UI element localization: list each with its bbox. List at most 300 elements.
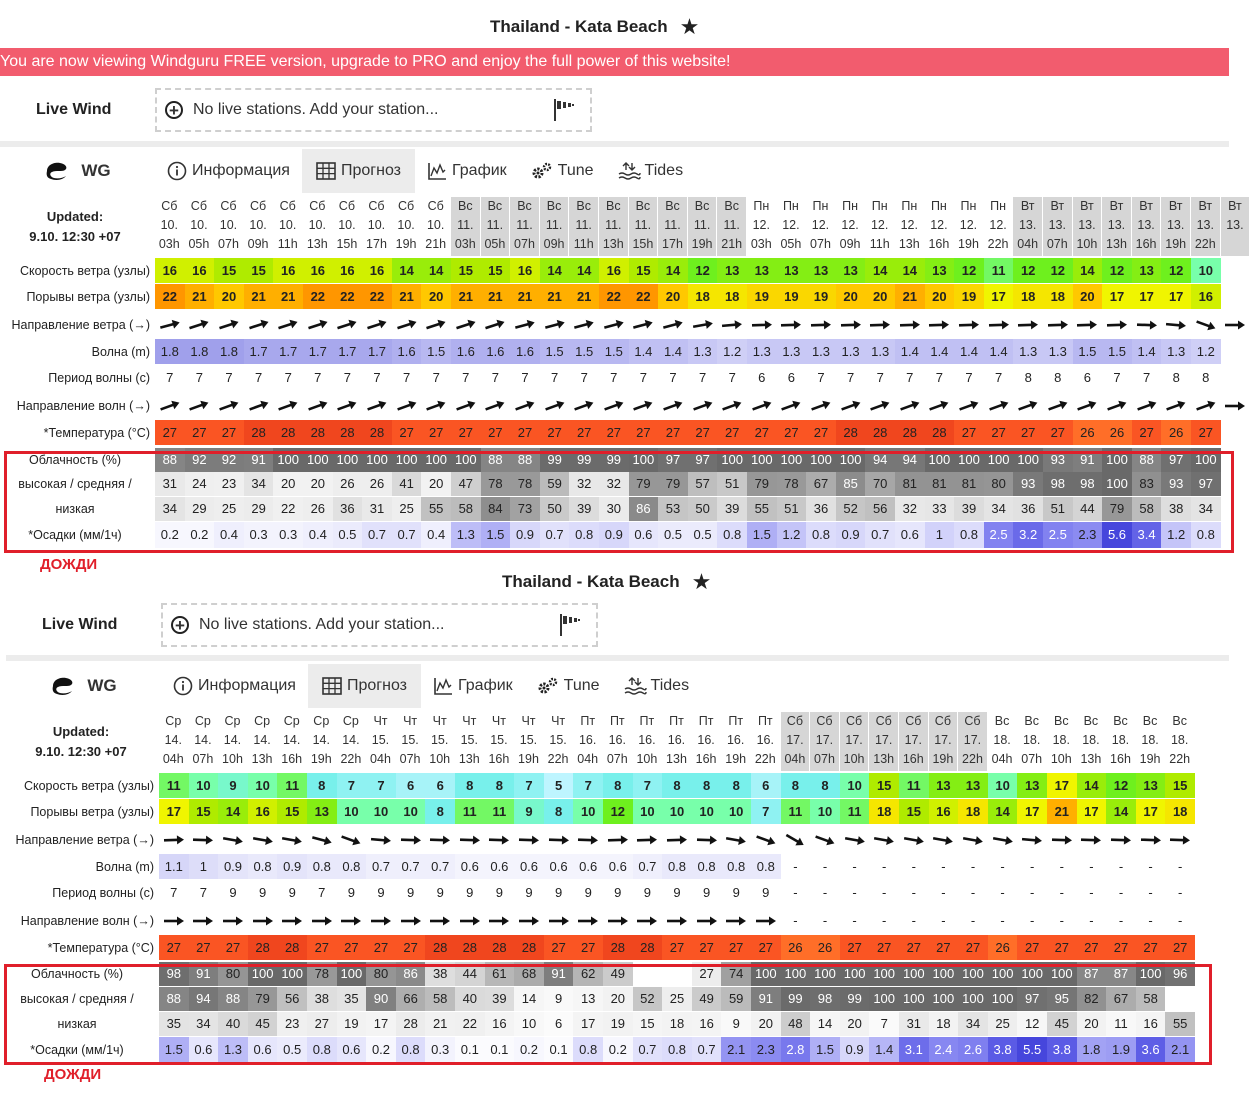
time-column-header: Пт 16. 16h xyxy=(695,714,717,766)
wave-direction-arrow-icon xyxy=(454,399,478,413)
wave-period-cell: - xyxy=(882,885,887,900)
time-column-header: Чт 15. 07h xyxy=(399,714,421,766)
cloud-low-cell: 9 xyxy=(721,1012,751,1036)
wind-direction-arrow-icon xyxy=(517,833,541,847)
cloud-high-mid-cell: 56 xyxy=(277,987,307,1011)
wave-direction-cell xyxy=(392,393,422,418)
wave-period-cell: 9 xyxy=(525,885,533,900)
precipitation-cell: 0.7 xyxy=(392,522,422,548)
cloud-high-mid-cell: 66 xyxy=(396,987,426,1011)
wave-period-cell: 6 xyxy=(1083,370,1091,385)
wave-height-cell: - xyxy=(941,859,946,874)
wind-direction-arrow-icon xyxy=(750,318,774,332)
row-label-cloud-high-mid: высокая / средняя / xyxy=(20,992,134,1006)
temperature-cell: 27 xyxy=(658,420,688,445)
wind-gusts-cell: 10 xyxy=(662,799,692,824)
wave-period-cell: - xyxy=(852,885,857,900)
wind-speed-cell: 13 xyxy=(1132,258,1162,283)
wind-direction-arrow-icon xyxy=(724,833,748,847)
wind-direction-cell xyxy=(810,827,840,852)
cloud-low-cell: 36 xyxy=(806,497,836,521)
cloud-cover-cell: 100 xyxy=(248,962,278,986)
wind-direction-arrow-icon xyxy=(1105,318,1129,332)
wind-gusts-cell: 13 xyxy=(307,799,337,824)
wind-direction-arrow-icon xyxy=(428,833,452,847)
tab-tides[interactable] xyxy=(606,149,696,193)
cloud-low-cell: 36 xyxy=(1013,497,1043,521)
wave-period-cell: - xyxy=(1059,885,1064,900)
wave-direction-arrow-icon xyxy=(369,914,393,928)
wind-direction-arrow-icon xyxy=(635,833,659,847)
time-column-header: Вс 11. 07h xyxy=(510,197,539,256)
row-label-temperature: *Температура (°C) xyxy=(47,940,154,955)
time-column-header: Сб 10. 03h xyxy=(158,199,180,251)
wind-direction-arrow-icon xyxy=(1020,833,1044,847)
time-column-header: Сб 17. 19h xyxy=(929,712,958,771)
precipitation-cell: 1.2 xyxy=(1161,522,1191,548)
cloud-cover-cell: 88 xyxy=(510,448,540,472)
wave-height-cell: 0.7 xyxy=(366,854,396,879)
cloud-low-cell: 25 xyxy=(392,497,422,521)
tab-graph[interactable] xyxy=(415,149,519,193)
wave-direction-cell: - xyxy=(1000,913,1005,928)
cloud-high-mid-cell: 13 xyxy=(573,987,603,1011)
wind-direction-arrow-icon xyxy=(754,833,778,847)
cloud-cover-cell: 100 xyxy=(629,448,659,472)
wind-speed-cell: 15 xyxy=(481,258,511,283)
temperature-cell: 27 xyxy=(451,420,481,445)
cloud-cover-cell: 100 xyxy=(751,962,781,986)
wave-direction-cell: - xyxy=(1030,913,1035,928)
wave-direction-arrow-icon xyxy=(547,914,571,928)
wave-direction-cell xyxy=(895,393,925,418)
wind-direction-arrow-icon xyxy=(602,318,626,332)
wave-direction-arrow-icon xyxy=(1075,399,1099,413)
wind-direction-arrow-icon xyxy=(695,833,719,847)
wind-gusts-cell: 22 xyxy=(362,284,392,309)
precipitation-cell: 0.8 xyxy=(573,1037,603,1063)
wind-direction-cell xyxy=(929,827,959,852)
wind-direction-cell xyxy=(1073,312,1103,337)
cloud-high-mid-cell: 67 xyxy=(806,472,836,496)
cloud-high-mid-cell: 20 xyxy=(273,472,303,496)
time-column-header: Сб 10. 17h xyxy=(366,199,387,251)
wave-height-cell: 1.2 xyxy=(1191,339,1221,364)
precipitation-cell: 0.4 xyxy=(303,522,333,548)
wind-speed-cell: 15 xyxy=(629,258,659,283)
precipitation-cell: 3.8 xyxy=(1047,1037,1077,1063)
wave-period-cell: 8 xyxy=(1054,370,1062,385)
wg-logo[interactable] xyxy=(6,664,161,708)
wind-gusts-cell: 16 xyxy=(248,799,278,824)
wind-direction-arrow-icon xyxy=(335,318,359,332)
wave-direction-cell xyxy=(984,393,1014,418)
wave-direction-cell: - xyxy=(852,913,857,928)
wind-direction-arrow-icon xyxy=(691,318,715,332)
wind-gusts-cell: 20 xyxy=(865,284,895,309)
cloud-low-cell: 20 xyxy=(751,1012,781,1036)
temperature-cell: 27 xyxy=(185,420,215,445)
cloud-cover-cell: 68 xyxy=(514,962,544,986)
wave-height-cell: - xyxy=(882,859,887,874)
cloud-high-mid-cell: 83 xyxy=(1132,472,1162,496)
cloud-high-mid-cell: 81 xyxy=(925,472,955,496)
cloud-cover-cell: 88 xyxy=(155,448,185,472)
temperature-cell: 27 xyxy=(599,420,629,445)
wind-direction-arrow-icon xyxy=(1079,833,1103,847)
wave-direction-arrow-icon xyxy=(158,399,182,413)
wave-height-cell: 0.9 xyxy=(277,854,307,879)
wave-period-cell: 7 xyxy=(170,885,178,900)
wave-direction-arrow-icon xyxy=(221,914,245,928)
cloud-cover-cell: 100 xyxy=(277,962,307,986)
tab-tune[interactable] xyxy=(519,149,606,193)
temperature-cell: 26 xyxy=(781,935,811,960)
wind-speed-cell: 8 xyxy=(307,773,337,798)
row-label-cloud-cover: Облачность (%) xyxy=(28,453,122,467)
cloud-low-cell: 12 xyxy=(1017,1012,1047,1036)
wave-height-cell: 1.4 xyxy=(984,339,1014,364)
precipitation-cell: 5.5 xyxy=(1017,1037,1047,1063)
row-label-cloud-high-mid: высокая / средняя / xyxy=(18,477,132,491)
wind-gusts-cell: 16 xyxy=(929,799,959,824)
tab-forecast[interactable] xyxy=(302,149,415,193)
wave-height-cell: 1.5 xyxy=(540,339,570,364)
cloud-high-mid-cell: 59 xyxy=(540,472,570,496)
precipitation-cell: 1.5 xyxy=(159,1037,189,1063)
wind-direction-arrow-icon xyxy=(931,833,955,847)
wave-direction-cell: - xyxy=(1089,913,1094,928)
cloud-low-cell: 34 xyxy=(1191,497,1221,521)
updated-timestamp: Updated: 9.10. 12:30 +07 xyxy=(35,724,127,759)
wave-period-cell: 7 xyxy=(225,370,233,385)
cloud-high-mid-cell: 59 xyxy=(721,987,751,1011)
cloud-cover-cell: 100 xyxy=(806,448,836,472)
cloud-low-cell: 11 xyxy=(1106,1012,1136,1036)
time-column-header: Сб 10. 09h xyxy=(247,199,269,251)
wind-direction-cell xyxy=(1017,827,1047,852)
time-column-header: Ср 14. 07h xyxy=(192,714,214,766)
wave-direction-cell xyxy=(366,908,396,933)
wind-gusts-cell: 21 xyxy=(569,284,599,309)
temperature-cell: 27 xyxy=(1043,420,1073,445)
row-label-wave-height: Волна (m) xyxy=(95,859,154,874)
wave-period-cell: - xyxy=(793,885,798,900)
precipitation-cell: 0.7 xyxy=(865,522,895,548)
temperature-cell: 27 xyxy=(569,420,599,445)
wind-direction-arrow-icon xyxy=(839,318,863,332)
cloud-cover-cell: 88 xyxy=(1132,448,1162,472)
wind-speed-cell: 12 xyxy=(1102,258,1132,283)
wave-period-cell: 7 xyxy=(639,370,647,385)
wave-direction-arrow-icon xyxy=(251,914,275,928)
temperature-cell: 26 xyxy=(988,935,1018,960)
tab-forecast[interactable] xyxy=(308,664,421,708)
cloud-cover-cell: 44 xyxy=(455,962,485,986)
wave-period-cell: - xyxy=(1089,885,1094,900)
wave-direction-cell xyxy=(688,393,718,418)
cloud-low-cell: 51 xyxy=(777,497,807,521)
time-column-header: Пн 12. 09h xyxy=(839,199,861,251)
wave-period-cell: 7 xyxy=(254,370,263,385)
wind-direction-cell xyxy=(485,827,515,852)
wave-period-cell: 7 xyxy=(580,370,588,385)
wind-speed-cell: 15 xyxy=(869,773,899,798)
wave-direction-cell xyxy=(214,393,244,418)
wave-direction-cell xyxy=(1132,393,1162,418)
pro-upgrade-banner[interactable]: You are now viewing Windguru FREE version, upgrade to PRO and enjoy the full power of this website! xyxy=(0,48,1229,76)
wave-period-cell: 6 xyxy=(758,370,766,385)
temperature-cell: 28 xyxy=(248,935,278,960)
cloud-high-mid-cell: 78 xyxy=(510,472,540,496)
wave-period-cell: 7 xyxy=(432,370,440,385)
wind-speed-cell: 16 xyxy=(362,258,392,283)
live-wind-station-box[interactable] xyxy=(155,88,592,132)
wave-period-cell: 9 xyxy=(258,885,267,900)
time-column-header: Вс 18. 07h xyxy=(1021,714,1043,766)
time-column-header: Чт 15. 16h xyxy=(488,714,510,766)
wind-direction-arrow-icon xyxy=(572,318,596,332)
cloud-high-mid-cell: 26 xyxy=(333,472,363,496)
wind-direction-cell xyxy=(925,312,955,337)
row-label-temperature: *Температура (°C) xyxy=(43,425,150,440)
add-circle-icon: + xyxy=(171,616,189,634)
wind-direction-arrow-icon xyxy=(247,318,271,332)
temperature-cell: 27 xyxy=(717,420,747,445)
tab-graph-label: График xyxy=(452,162,507,179)
cloud-high-mid-cell: 79 xyxy=(747,472,777,496)
live-wind-label: Live Wind xyxy=(36,101,112,118)
cloud-low-cell: 44 xyxy=(1073,497,1103,521)
rain-highlight-box xyxy=(4,964,1212,1065)
cloud-high-mid-cell: 35 xyxy=(337,987,367,1011)
wind-gusts-cell: 17 xyxy=(1132,284,1162,309)
time-column-header: Сб 17. 16h xyxy=(899,712,928,771)
wind-speed-cell: 12 xyxy=(1106,773,1136,798)
wave-direction-arrow-icon xyxy=(750,399,774,413)
wave-direction-arrow-icon xyxy=(310,914,334,928)
wave-height-cell xyxy=(1221,339,1250,364)
wave-direction-cell xyxy=(658,393,688,418)
cloud-high-mid-cell: 79 xyxy=(629,472,659,496)
precipitation-cell: 0.3 xyxy=(273,522,303,548)
wind-gusts-cell: 21 xyxy=(1047,799,1077,824)
row-label-wind-direction: Направление ветра (→) xyxy=(11,317,150,332)
wind-direction-arrow-icon xyxy=(458,833,482,847)
wind-direction-arrow-icon xyxy=(365,318,389,332)
time-column-header: Вс 18. 10h xyxy=(1050,714,1072,766)
cloud-high-mid-cell: 57 xyxy=(688,472,718,496)
precipitation-cell: 2.5 xyxy=(984,522,1014,548)
tab-tune[interactable] xyxy=(525,664,612,708)
temperature-cell: 27 xyxy=(189,935,219,960)
cloud-low-cell: 58 xyxy=(451,497,481,521)
wind-gusts-cell: 22 xyxy=(155,284,185,309)
wind-direction-cell xyxy=(692,827,722,852)
wind-direction-arrow-icon xyxy=(513,318,537,332)
wind-gusts-cell: 11 xyxy=(781,799,811,824)
wind-speed-cell: 13 xyxy=(836,258,866,283)
cloud-cover-cell: 99 xyxy=(540,448,570,472)
cloud-cover-cell: 97 xyxy=(658,448,688,472)
cloud-cover-cell: 100 xyxy=(717,448,747,472)
precipitation-cell: 0.6 xyxy=(337,1037,367,1063)
temperature-cell: 26 xyxy=(1102,420,1132,445)
wind-direction-cell xyxy=(836,312,866,337)
precipitation-cell: 2.4 xyxy=(929,1037,959,1063)
wind-direction-arrow-icon xyxy=(187,318,211,332)
wave-period-cell: 9 xyxy=(495,885,503,900)
wind-gusts-cell: 18 xyxy=(869,799,899,824)
cloud-cover-cell: 62 xyxy=(573,962,603,986)
temperature-cell: 27 xyxy=(1017,935,1047,960)
time-column-header: Пт 16. 07h xyxy=(606,714,628,766)
cloud-low-cell: 34 xyxy=(189,1012,219,1036)
wave-height-cell: 0.8 xyxy=(248,854,278,879)
cloud-low-cell: 19 xyxy=(337,1012,367,1036)
time-column-header: Сб 10. 19h xyxy=(395,199,417,251)
wave-period-cell: 9 xyxy=(584,885,592,900)
tab-tides[interactable] xyxy=(612,664,702,708)
wave-direction-cell xyxy=(333,393,363,418)
wind-gusts-cell: 21 xyxy=(273,284,303,309)
wg-logo[interactable] xyxy=(0,149,155,193)
wind-direction-arrow-icon xyxy=(809,318,833,332)
cloud-low-cell: 21 xyxy=(425,1012,455,1036)
wave-height-cell: 1.6 xyxy=(392,339,422,364)
tab-graph[interactable] xyxy=(421,664,525,708)
cloud-low-cell: 32 xyxy=(895,497,925,521)
wave-direction-arrow-icon xyxy=(957,399,981,413)
wind-gusts-cell: 12 xyxy=(603,799,633,824)
wind-speed-cell: 6 xyxy=(425,773,455,798)
tab-tides-label: Tides xyxy=(644,162,684,179)
cloud-cover-cell: 91 xyxy=(544,962,574,986)
temperature-cell: 27 xyxy=(1047,935,1077,960)
wave-direction-cell xyxy=(544,908,574,933)
cloud-low-cell: 40 xyxy=(218,1012,248,1036)
wave-direction-arrow-icon xyxy=(635,914,659,928)
temperature-cell: 27 xyxy=(307,935,337,960)
graph-icon xyxy=(427,162,452,180)
precipitation-cell: 2.5 xyxy=(1043,522,1073,548)
time-column-header: Ср 14. 10h xyxy=(222,714,243,766)
precipitation-cell: 2.1 xyxy=(1165,1037,1195,1063)
wind-direction-arrow-icon xyxy=(547,833,571,847)
wind-direction-cell xyxy=(244,312,274,337)
time-column-header: Сб 17. 07h xyxy=(810,712,839,771)
time-column-header: Вс 18. 16h xyxy=(1110,714,1131,766)
temperature-cell: 27 xyxy=(869,935,899,960)
wave-direction-cell: - xyxy=(1178,913,1183,928)
wave-direction-cell xyxy=(573,908,603,933)
cloud-cover-cell: 100 xyxy=(1017,962,1047,986)
wind-direction-arrow-icon xyxy=(991,833,1015,847)
precipitation-cell: 2.6 xyxy=(958,1037,988,1063)
wind-direction-cell xyxy=(189,827,219,852)
precipitation-cell: 2.8 xyxy=(781,1037,811,1063)
wind-direction-cell xyxy=(159,827,189,852)
updated-timestamp: Updated: 9.10. 12:30 +07 xyxy=(29,209,121,244)
wind-direction-arrow-icon xyxy=(1050,833,1074,847)
precipitation-cell: 0.8 xyxy=(396,1037,426,1063)
cloud-cover-cell: 27 xyxy=(692,962,722,986)
cloud-low-cell: 18 xyxy=(929,1012,959,1036)
precipitation-cell: 1.3 xyxy=(218,1037,248,1063)
wave-direction-cell xyxy=(273,393,303,418)
wave-period-cell: 7 xyxy=(965,370,973,385)
wave-height-cell: 1 xyxy=(189,854,219,879)
cloud-low-cell: 31 xyxy=(899,1012,929,1036)
wave-direction-cell xyxy=(692,908,722,933)
cloud-cover-cell: 100 xyxy=(451,448,481,472)
wave-height-cell: 0.8 xyxy=(337,854,367,879)
cloud-low-cell: 56 xyxy=(865,497,895,521)
cloud-cover-cell: 96 xyxy=(1165,962,1195,986)
wind-direction-cell xyxy=(481,312,511,337)
temperature-cell: 28 xyxy=(425,935,455,960)
wind-gusts-cell: 18 xyxy=(717,284,747,309)
temperature-cell: 27 xyxy=(840,935,870,960)
favorite-star-icon[interactable]: ★ xyxy=(679,14,700,39)
wind-direction-arrow-icon xyxy=(310,833,334,847)
wind-direction-arrow-icon xyxy=(395,318,419,332)
row-label-wind-speed: Скорость ветра (узлы) xyxy=(23,778,154,793)
cloud-high-mid-cell: 81 xyxy=(954,472,984,496)
tab-information[interactable] xyxy=(155,149,302,193)
wave-direction-arrow-icon xyxy=(720,399,744,413)
favorite-star-icon[interactable]: ★ xyxy=(691,569,712,594)
wind-direction-arrow-icon xyxy=(221,833,245,847)
cloud-high-mid-cell: 99 xyxy=(840,987,870,1011)
cloud-cover-cell: 100 xyxy=(836,448,866,472)
spot-title: Thailand - Kata Beach ★ xyxy=(490,14,700,39)
wave-period-cell: - xyxy=(822,885,828,900)
row-label-wave-direction: Направление волн (→) xyxy=(16,398,150,413)
wave-direction-cell xyxy=(155,393,185,418)
wave-period-cell: 7 xyxy=(817,370,825,385)
wave-height-cell: 1.4 xyxy=(1132,339,1162,364)
wave-direction-arrow-icon xyxy=(458,914,482,928)
temperature-cell: 27 xyxy=(692,935,722,960)
live-wind-station-box[interactable] xyxy=(161,603,598,647)
temperature-cell: 28 xyxy=(244,420,274,445)
wave-height-cell: 1.4 xyxy=(629,339,659,364)
graph-icon xyxy=(433,677,458,695)
wind-direction-cell xyxy=(717,312,747,337)
precipitation-cell: 0.8 xyxy=(717,522,747,548)
tab-information[interactable] xyxy=(161,664,308,708)
wave-direction-cell xyxy=(806,393,836,418)
wind-speed-cell: 8 xyxy=(662,773,692,798)
time-column-header: Ср 14. 22h xyxy=(340,714,362,766)
cloud-high-mid-cell: 32 xyxy=(569,472,599,496)
wave-height-cell: - xyxy=(1148,859,1153,874)
wg-swirl-icon xyxy=(44,161,70,181)
wave-direction-cell xyxy=(1043,393,1073,418)
wave-period-cell: 9 xyxy=(466,885,474,900)
wave-direction-cell xyxy=(244,393,274,418)
cloud-low-cell: 16 xyxy=(485,1012,515,1036)
wave-period-cell: - xyxy=(1118,885,1124,900)
cloud-low-cell: 29 xyxy=(185,497,215,521)
row-label-cloud-low: низкая xyxy=(55,502,95,516)
wind-speed-cell: 13 xyxy=(1136,773,1166,798)
wave-direction-arrow-icon xyxy=(606,914,630,928)
wind-speed-cell: 11 xyxy=(984,258,1014,283)
cloud-high-mid-cell: 97 xyxy=(1191,472,1221,496)
wave-direction-arrow-icon xyxy=(1164,399,1188,413)
